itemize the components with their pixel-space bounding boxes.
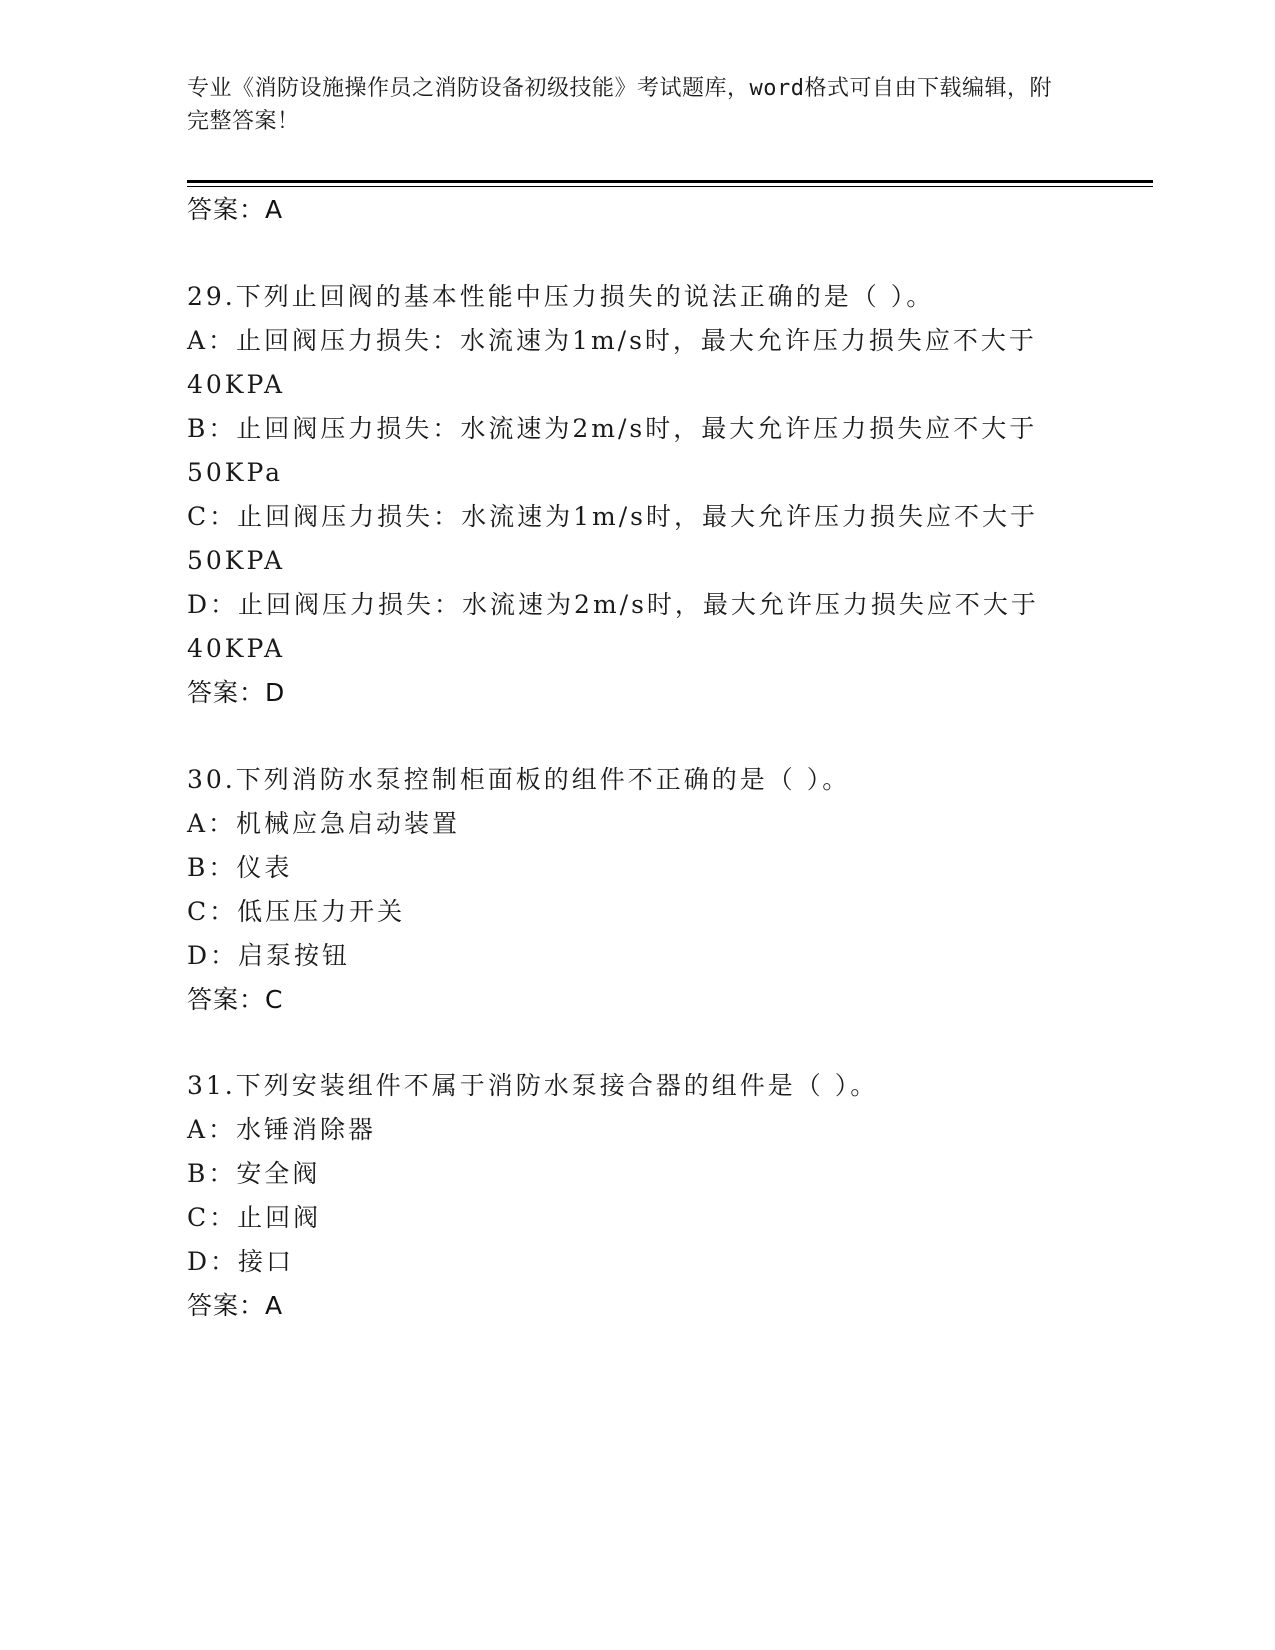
question-30-answer: 答案：C [187, 985, 284, 1014]
question-29-option-a: A：止回阀压力损失：水流速为1m/s时，最大允许压力损失应不大于 [187, 326, 1037, 355]
question-29-option-d-cont: 40KPA [187, 634, 286, 663]
header-rule-thin [187, 186, 1153, 187]
question-31-option-b: B：安全阀 [187, 1159, 321, 1188]
question-29-option-b: B：止回阀压力损失：水流速为2m/s时，最大允许压力损失应不大于 [187, 414, 1038, 443]
question-29-option-b-cont: 50KPa [187, 458, 284, 487]
question-31-answer: 答案：A [187, 1291, 284, 1320]
question-30-option-d: D：启泵按钮 [187, 941, 351, 970]
question-31-option-a: A：水锤消除器 [187, 1115, 377, 1144]
question-29-option-c-cont: 50KPA [187, 546, 286, 575]
question-30-stem: 30.下列消防水泵控制柜面板的组件不正确的是（ ）。 [187, 765, 851, 794]
previous-answer: 答案：A [187, 195, 284, 224]
document-header: 专业《消防设施操作员之消防设备初级技能》考试题库，word格式可自由下载编辑，附完整答案！ [187, 76, 1052, 134]
question-29-stem: 29.下列止回阀的基本性能中压力损失的说法正确的是（ ）。 [187, 282, 935, 311]
question-30-option-a: A：机械应急启动装置 [187, 809, 461, 838]
question-31-stem: 31.下列安装组件不属于消防水泵接合器的组件是（ ）。 [187, 1071, 879, 1100]
question-29-option-c: C：止回阀压力损失：水流速为1m/s时，最大允许压力损失应不大于 [187, 502, 1038, 531]
question-30-option-b: B：仪表 [187, 853, 293, 882]
question-29-option-a-cont: 40KPA [187, 370, 286, 399]
question-31-option-d: D：接口 [187, 1247, 295, 1276]
question-29-answer: 答案：D [187, 678, 286, 707]
header-rule-thick [187, 180, 1153, 183]
question-30-option-c: C：低压压力开关 [187, 897, 406, 926]
question-29-option-d: D：止回阀压力损失：水流速为2m/s时，最大允许压力损失应不大于 [187, 590, 1039, 619]
question-31-option-c: C：止回阀 [187, 1203, 322, 1232]
